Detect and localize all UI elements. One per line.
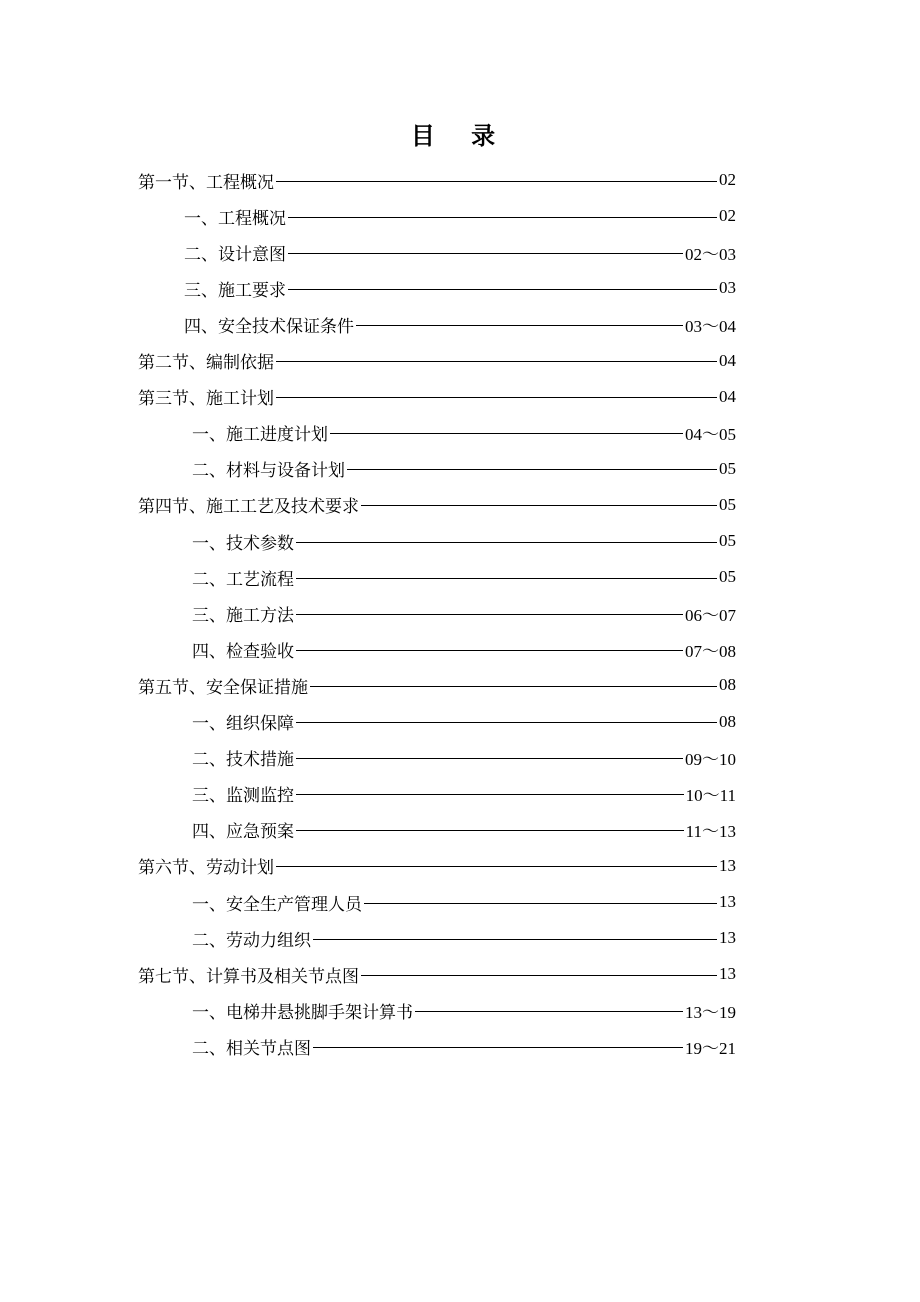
- toc-entry-page: 05: [719, 567, 736, 587]
- toc-entry[interactable]: [192, 704, 736, 740]
- toc-entry-page: 10～11: [685, 786, 736, 806]
- toc-entry-page: 19～21: [685, 1038, 736, 1058]
- toc-row: [0, 704, 920, 740]
- toc-entry-label: 二、工艺流程: [192, 569, 294, 590]
- toc-entry-label: 四、应急预案: [192, 822, 294, 843]
- dash-leader: [364, 903, 717, 904]
- toc-row: [0, 379, 920, 415]
- toc-entry[interactable]: [192, 992, 736, 1028]
- toc-entry[interactable]: [192, 523, 736, 559]
- toc-entry-page: 13: [719, 928, 736, 948]
- toc-row: [0, 776, 920, 812]
- toc-row: [0, 559, 920, 595]
- toc-entry[interactable]: [138, 162, 736, 198]
- toc-row: [0, 487, 920, 523]
- toc-entry-page: 06～07: [685, 605, 736, 625]
- toc-entry-label: 第五节、安全保证措施: [138, 677, 308, 698]
- toc-entry-label: 第一节、工程概况: [138, 172, 274, 193]
- toc-entry-label: 二、设计意图: [184, 244, 286, 265]
- toc-entry-label: 一、电梯井悬挑脚手架计算书: [192, 1002, 413, 1023]
- dash-leader: [296, 830, 684, 831]
- toc-entry-page: 13: [719, 855, 736, 875]
- toc-entry-label: 第六节、劳动计划: [138, 858, 274, 879]
- toc-entry-page: 11～13: [685, 822, 736, 842]
- toc-row: [0, 740, 920, 776]
- toc-entry-page: 09～10: [685, 750, 736, 770]
- toc-entry-label: 二、技术措施: [192, 750, 294, 771]
- toc-entry[interactable]: [192, 631, 736, 667]
- toc-entry-label: 四、检查验收: [192, 641, 294, 662]
- dash-leader: [415, 1011, 683, 1012]
- dash-leader: [296, 578, 717, 579]
- toc-entry-label: 第七节、计算书及相关节点图: [138, 966, 359, 987]
- toc-entry-label: 一、技术参数: [192, 533, 294, 554]
- dash-leader: [276, 361, 717, 362]
- toc-entry-page: 02: [719, 206, 736, 226]
- dash-leader: [288, 217, 717, 218]
- dash-leader: [310, 686, 717, 687]
- dash-leader: [276, 866, 717, 867]
- toc-entry-label: 第四节、施工工艺及技术要求: [138, 497, 359, 518]
- toc-entry-label: 二、相关节点图: [192, 1038, 311, 1059]
- toc-entry[interactable]: [184, 270, 736, 306]
- toc-entry-page: 02: [719, 170, 736, 189]
- dash-leader: [296, 758, 683, 759]
- dash-leader: [296, 650, 683, 651]
- toc-entry[interactable]: [184, 198, 736, 234]
- toc-entry-label: 四、安全技术保证条件: [184, 316, 354, 337]
- toc-row: [0, 306, 920, 342]
- toc-entry-label: 一、工程概况: [184, 208, 286, 229]
- dash-leader: [330, 433, 683, 434]
- toc-row: [0, 848, 920, 884]
- toc-entry-label: 三、施工要求: [184, 280, 286, 301]
- dash-leader: [361, 505, 717, 506]
- toc-entry[interactable]: [138, 667, 736, 703]
- toc-entry-label: 一、施工进度计划: [192, 425, 328, 446]
- toc-entry-page: 13: [719, 964, 736, 984]
- toc-row: [0, 920, 920, 956]
- toc-row: [0, 884, 920, 920]
- dash-leader: [296, 794, 684, 795]
- toc-row: [0, 270, 920, 306]
- toc-entry[interactable]: [184, 306, 736, 342]
- toc-row: [0, 667, 920, 703]
- toc-row: [0, 415, 920, 451]
- toc-entry-page: 08: [719, 711, 736, 731]
- dash-leader: [313, 939, 717, 940]
- toc-entry[interactable]: [192, 740, 736, 776]
- toc-entry-page: 05: [719, 531, 736, 550]
- toc-entry[interactable]: [138, 848, 736, 884]
- toc-entry[interactable]: [138, 379, 736, 415]
- toc-entry-page: 05: [719, 458, 736, 478]
- dash-leader: [296, 542, 717, 543]
- toc-entry[interactable]: [192, 812, 736, 848]
- toc-entry[interactable]: [184, 234, 736, 270]
- toc-row: [0, 992, 920, 1028]
- toc-entry[interactable]: [192, 559, 736, 595]
- dash-leader: [276, 181, 717, 182]
- toc-row: [0, 523, 920, 559]
- toc-entry[interactable]: [192, 1028, 736, 1064]
- dash-leader: [276, 397, 717, 398]
- toc-entry[interactable]: [192, 451, 736, 487]
- dash-leader: [361, 975, 717, 976]
- toc-entry[interactable]: [192, 776, 736, 812]
- toc-entry[interactable]: [192, 920, 736, 956]
- toc-entry-page: 02～03: [685, 244, 736, 264]
- toc-title: 目 录: [410, 121, 510, 150]
- toc-entry-label: 三、监测监控: [192, 786, 294, 807]
- toc-entry[interactable]: [138, 487, 736, 523]
- dash-leader: [296, 614, 683, 615]
- toc-entry-page: 03: [719, 278, 736, 298]
- toc-row: [0, 451, 920, 487]
- dash-leader: [347, 469, 717, 470]
- toc-entry-label: 一、安全生产管理人员: [192, 894, 362, 915]
- dash-leader: [313, 1047, 683, 1048]
- toc-entry[interactable]: [138, 956, 736, 992]
- toc-entry-page: 08: [719, 675, 736, 695]
- toc-entry-page: 04～05: [685, 425, 736, 445]
- toc-entry[interactable]: [192, 415, 736, 451]
- toc-row: [0, 343, 920, 379]
- toc-entry-label: 一、组织保障: [192, 714, 294, 734]
- toc-entry-page: 03～04: [685, 316, 736, 336]
- toc-entry-page: 04: [719, 350, 736, 370]
- toc-entry[interactable]: [138, 343, 736, 379]
- toc-entry[interactable]: [192, 595, 736, 631]
- toc-row: [0, 812, 920, 848]
- toc-row: [0, 162, 920, 198]
- toc-row: [0, 956, 920, 992]
- toc-entry-label: 二、材料与设备计划: [192, 461, 345, 482]
- toc-row: [0, 595, 920, 631]
- toc-entry-label: 三、施工方法: [192, 605, 294, 626]
- toc-row: [0, 234, 920, 270]
- dash-leader: [288, 289, 717, 290]
- toc-row: [0, 1028, 920, 1064]
- toc-entry[interactable]: [192, 884, 736, 920]
- dash-leader: [288, 253, 683, 254]
- dash-leader: [356, 325, 683, 326]
- toc-entry-label: 第二节、编制依据: [138, 353, 274, 373]
- toc-entry-label: 二、劳动力组织: [192, 930, 311, 951]
- toc-entry-page: 13: [719, 892, 736, 911]
- toc-entry-page: 04: [719, 386, 736, 406]
- toc-entry-label: 第三节、施工计划: [138, 389, 274, 410]
- toc-entry-page: 05: [719, 494, 736, 514]
- toc-row: [0, 631, 920, 667]
- toc-row: [0, 198, 920, 234]
- dash-leader: [296, 722, 717, 723]
- toc-entry-page: 13～19: [685, 1002, 736, 1022]
- toc-entry-page: 07～08: [685, 641, 736, 661]
